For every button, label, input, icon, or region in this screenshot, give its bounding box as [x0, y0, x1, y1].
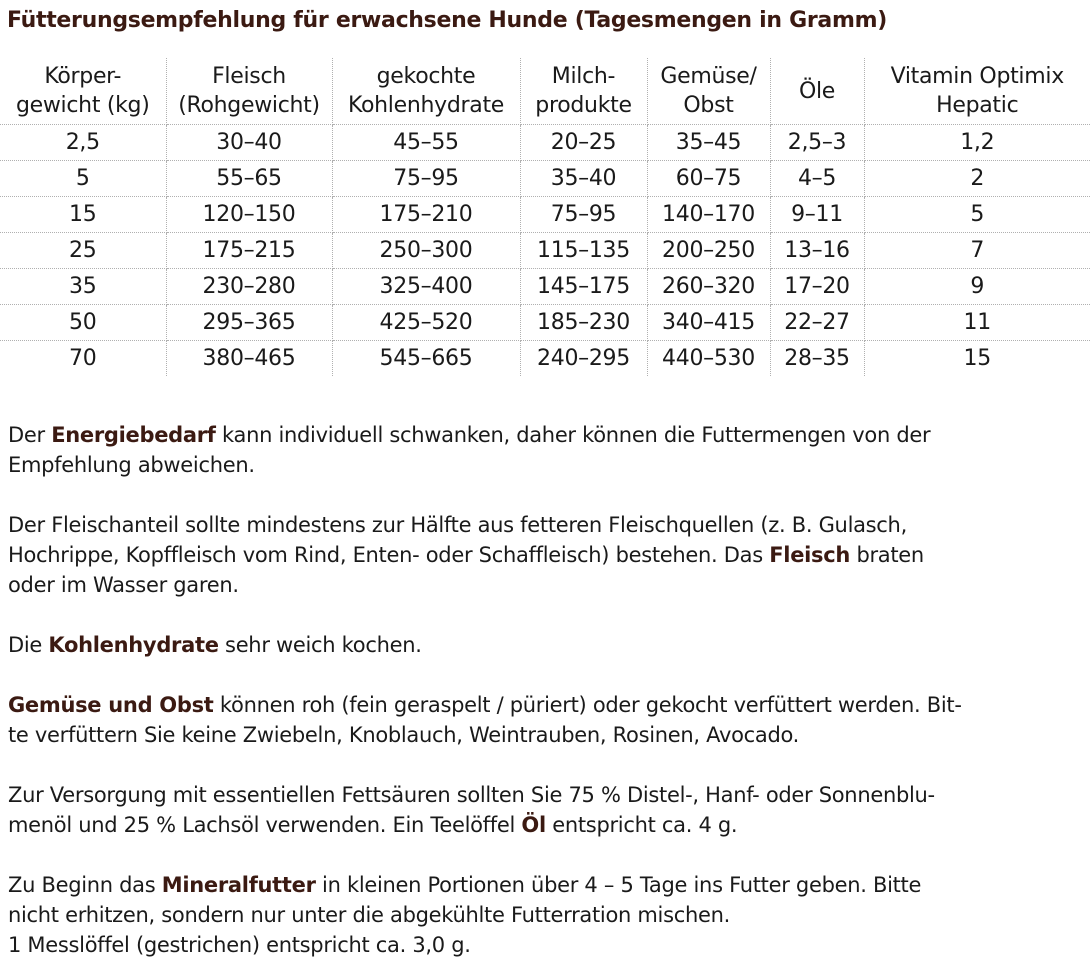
keyword: Kohlenhydrate: [48, 633, 219, 657]
table-row: [0, 341, 1090, 377]
cell-carbohydrates: 75–95: [332, 161, 520, 197]
cell-vitamin: 11: [864, 305, 1090, 341]
cell-carbohydrates: 545–665: [332, 341, 520, 377]
cell-carbohydrates: 250–300: [332, 233, 520, 269]
cell-meat: 295–365: [166, 305, 332, 341]
note-line: [8, 930, 1086, 960]
text-segment: Zu Beginn das: [8, 873, 162, 897]
cell-carbohydrates: 425–520: [332, 305, 520, 341]
cell-vegetables-fruit: 200–250: [647, 233, 770, 269]
cell-dairy: 75–95: [520, 197, 647, 233]
note-line: [8, 420, 1086, 450]
cell-carbohydrates: 45–55: [332, 125, 520, 161]
cell-body-weight: 2,5: [0, 125, 166, 161]
cell-body-weight: 50: [0, 305, 166, 341]
header-carbohydrates: gekochte Kohlenhydrate: [332, 58, 520, 125]
table-body: [0, 125, 1090, 377]
cell-oils: 9–11: [770, 197, 864, 233]
table-row: [0, 161, 1090, 197]
cell-vegetables-fruit: 60–75: [647, 161, 770, 197]
keyword: Energiebedarf: [51, 423, 216, 447]
cell-oils: 2,5–3: [770, 125, 864, 161]
note-paragraph: [8, 510, 1086, 600]
text-segment: entspricht ca. 4 g.: [545, 813, 738, 837]
text-segment: in kleinen Portionen über 4 – 5 Tage ins Futter geben. Bitte: [315, 873, 922, 897]
keyword: Gemüse und Obst: [8, 693, 214, 717]
table-row: [0, 233, 1090, 269]
cell-vitamin: 7: [864, 233, 1090, 269]
table-row: [0, 269, 1090, 305]
cell-carbohydrates: 175–210: [332, 197, 520, 233]
cell-dairy: 185–230: [520, 305, 647, 341]
note-paragraph: [8, 780, 1086, 840]
cell-meat: 55–65: [166, 161, 332, 197]
header-vitamin: Vitamin Optimix Hepatic: [864, 58, 1090, 125]
notes-section: [8, 420, 1086, 960]
header-vegetables-fruit: Gemüse/ Obst: [647, 58, 770, 125]
cell-dairy: 145–175: [520, 269, 647, 305]
note-line: [8, 900, 1086, 930]
text-segment: Zur Versorgung mit essentiellen Fettsäuren sollten Sie 75 % Distel-, Hanf- oder Sonnenblu-: [8, 783, 935, 807]
page-title: Fütterungsempfehlung für erwachsene Hunde (Tagesmengen in Gramm): [7, 8, 887, 33]
feeding-table: [0, 58, 1090, 376]
table-header-row: [0, 58, 1090, 125]
note-line: [8, 630, 1086, 660]
cell-meat: 380–465: [166, 341, 332, 377]
text-segment: oder im Wasser garen.: [8, 573, 239, 597]
cell-oils: 4–5: [770, 161, 864, 197]
text-segment: nicht erhitzen, sondern nur unter die abgekühlte Futterration mischen.: [8, 903, 730, 927]
note-line: [8, 510, 1086, 540]
cell-body-weight: 5: [0, 161, 166, 197]
note-line: [8, 780, 1086, 810]
header-dairy: Milch- produkte: [520, 58, 647, 125]
header-oils: Öle: [770, 58, 864, 125]
cell-dairy: 20–25: [520, 125, 647, 161]
cell-body-weight: 35: [0, 269, 166, 305]
cell-oils: 17–20: [770, 269, 864, 305]
cell-meat: 30–40: [166, 125, 332, 161]
cell-vegetables-fruit: 440–530: [647, 341, 770, 377]
text-segment: braten: [850, 543, 924, 567]
cell-meat: 175–215: [166, 233, 332, 269]
note-line: [8, 720, 1086, 750]
cell-body-weight: 70: [0, 341, 166, 377]
cell-vegetables-fruit: 340–415: [647, 305, 770, 341]
keyword: Fleisch: [769, 543, 851, 567]
keyword: Öl: [521, 813, 546, 837]
cell-oils: 22–27: [770, 305, 864, 341]
cell-vitamin: 5: [864, 197, 1090, 233]
cell-vegetables-fruit: 35–45: [647, 125, 770, 161]
cell-vegetables-fruit: 140–170: [647, 197, 770, 233]
cell-dairy: 240–295: [520, 341, 647, 377]
cell-vitamin: 9: [864, 269, 1090, 305]
note-paragraph: [8, 630, 1086, 660]
note-paragraph: [8, 870, 1086, 960]
cell-vitamin: 1,2: [864, 125, 1090, 161]
cell-dairy: 115–135: [520, 233, 647, 269]
note-line: [8, 810, 1086, 840]
cell-meat: 120–150: [166, 197, 332, 233]
text-segment: menöl und 25 % Lachsöl verwenden. Ein Teelöffel: [8, 813, 522, 837]
note-line: [8, 570, 1086, 600]
note-line: [8, 870, 1086, 900]
cell-body-weight: 25: [0, 233, 166, 269]
text-segment: kann individuell schwanken, daher können die Futtermengen von der: [215, 423, 931, 447]
header-meat: Fleisch (Rohgewicht): [166, 58, 332, 125]
cell-meat: 230–280: [166, 269, 332, 305]
cell-oils: 13–16: [770, 233, 864, 269]
table-row: [0, 305, 1090, 341]
text-segment: Empfehlung abweichen.: [8, 453, 255, 477]
text-segment: können roh (fein geraspelt / püriert) oder gekocht verfüttert werden. Bit-: [213, 693, 962, 717]
text-segment: 1 Messlöffel (gestrichen) entspricht ca. 3,0 g.: [8, 933, 471, 957]
note-line: [8, 540, 1086, 570]
note-line: [8, 690, 1086, 720]
cell-vitamin: 15: [963, 346, 991, 371]
text-segment: sehr weich kochen.: [218, 633, 422, 657]
cell-vitamin: 2: [864, 161, 1090, 197]
cell-oils: 28–35: [770, 341, 864, 377]
cell-body-weight: 15: [0, 197, 166, 233]
cell-vegetables-fruit: 260–320: [647, 269, 770, 305]
text-segment: Die: [8, 633, 49, 657]
text-segment: te verfüttern Sie keine Zwiebeln, Knoblauch, Weintrauben, Rosinen, Avocado.: [8, 723, 800, 747]
text-segment: Der Fleischanteil sollte mindestens zur Hälfte aus fetteren Fleischquellen (z. B. Gulasch,: [8, 513, 907, 537]
table-row: [0, 125, 1090, 161]
note-line: [8, 450, 1086, 480]
text-segment: Hochrippe, Kopffleisch vom Rind, Enten- oder Schaffleisch) bestehen. Das: [8, 543, 770, 567]
keyword: Mineralfutter: [161, 873, 316, 897]
cell-carbohydrates: 325–400: [332, 269, 520, 305]
text-segment: Der: [8, 423, 52, 447]
note-paragraph: [8, 690, 1086, 750]
note-paragraph: [8, 420, 1086, 480]
header-body-weight: Körper- gewicht (kg): [0, 58, 166, 125]
table-row: [0, 197, 1090, 233]
cell-dairy: 35–40: [520, 161, 647, 197]
